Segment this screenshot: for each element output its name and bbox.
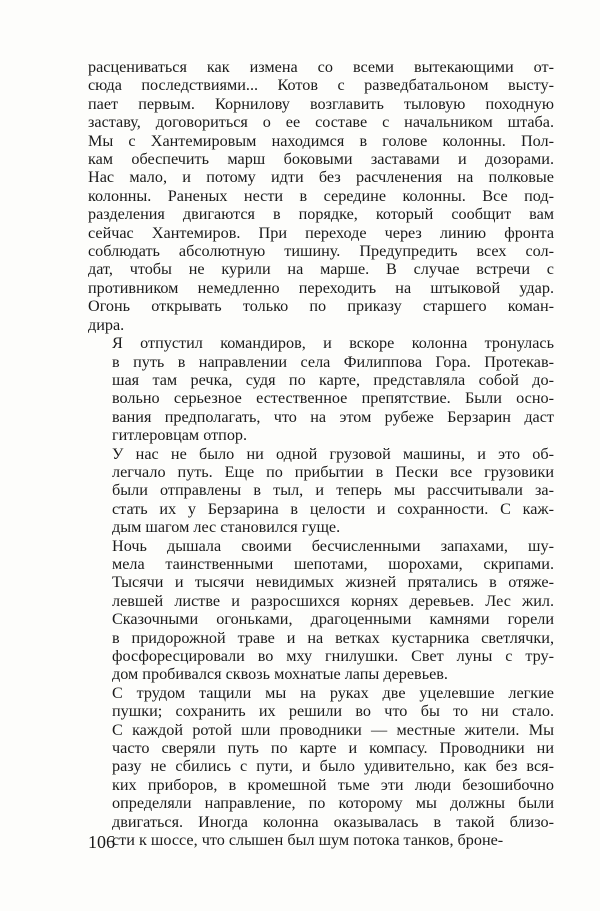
text-line: определяли направление, по которому мы должны были [112,794,554,813]
text-line: ких приборов, в кромешной тьме эти люди безошибочно [112,775,554,794]
text-line: С трудом тащили мы на руках две уцелевшие легкие [112,683,554,702]
text-line: вания предполагать, что на этом рубеже Берзарин даст [112,407,554,426]
paragraph [88,445,554,537]
text-line: легчало путь. Еще по прибытии в Пески все грузовики [112,462,554,481]
text-line: двигаться. Иногда колонна оказывалась в такой близо- [112,812,554,831]
paragraph [88,58,554,334]
page-number: 106 [88,832,115,852]
text-line: разу не сбились с пути, и было удивительно, как без вся- [112,757,554,776]
text-line: фосфоресцировали во мху гнилушки. Свет луны с тру- [112,647,554,665]
text-line: Сказочными огоньками, драгоценными камнями горели [112,610,554,629]
paragraph [88,537,554,684]
text-line: расцениваться как измена со всеми вытекающими от- [88,58,554,76]
text-line: вольно серьезное естественное препятствие. Были осно- [112,389,554,408]
text-line: в путь в направлении села Филиппова Гора. Протекав- [112,352,554,371]
text-line: в придорожной траве и на ветках кустарника светлячки, [112,628,554,647]
text-line: Мы с Хантемировым находимся в голове колонны. Пол- [88,131,554,150]
text-line: сейчас Хантемиров. При переходе через линию фронта [88,223,554,242]
text-line: дым шагом лес становился гуще. [112,518,341,537]
text-line: часто сверяли путь по карте и компасу. Проводники ни [112,739,554,758]
text-line: кам обеспечить марш боковыми заставами и дозорами. [88,150,554,169]
text-line: сюда последствиями... Котов с разведбатальоном высту- [88,76,554,95]
text-line: С каждой ротой шли проводники — местные жители. Мы [112,720,554,739]
text-line: Ночь дышала своими бесчисленными запахами, шу- [112,536,554,555]
text-line: шая там речка, судя по карте, представляла собой до- [112,370,554,389]
text-line: разделения двигаются в порядке, который сообщит вам [88,205,554,224]
text-line: дом пробивался сквозь мохнатые лапы деревьев. [112,665,448,684]
text-line: дат, чтобы не курили на марше. В случае встречи с [88,260,554,279]
text-line: соблюдать абсолютную тишину. Предупредить всех сол- [88,242,554,261]
paragraph [88,684,554,850]
text-line: были отправлены в тыл, и теперь мы рассчитывали за- [112,481,554,500]
text-line: мела таинственными шепотами, шорохами, скрипами. [112,554,554,573]
text-line: противником немедленно переходить на штыковой удар. [88,278,554,297]
text-line: Тысячи и тысячи невидимых жизней прятались в отяже- [112,573,554,592]
text-line: стать их у Берзарина в целости и сохранности. С каж- [112,499,554,518]
paragraph [88,334,554,444]
text-line: колонны. Раненых нести в середине колонны. Все под- [88,186,554,205]
text-line: заставу, договориться о ее составе с начальником штаба. [88,113,554,132]
text-line: сти к шоссе, что слышен был шум потока танков, броне- [112,831,504,850]
body-text [88,58,554,849]
text-line: У нас не было ни одной грузовой машины, и это об- [112,444,554,463]
text-line: гитлеровцам отпор. [112,426,248,445]
text-line: дира. [88,315,125,334]
text-line: пает первым. Корнилову возглавить тыловую походную [88,94,554,113]
text-line: Огонь открывать только по приказу старшего коман- [88,297,554,316]
text-line: Нас мало, и потому идти без расчленения на полковые [88,168,554,187]
text-line: левшей листве и разросшихся корнях деревьев. Лес жил. [112,591,554,610]
text-line: Я отпустил командиров, и вскоре колонна тронулась [112,334,554,353]
text-line: пушки; сохранить их решили во что бы то ни стало. [112,702,554,721]
